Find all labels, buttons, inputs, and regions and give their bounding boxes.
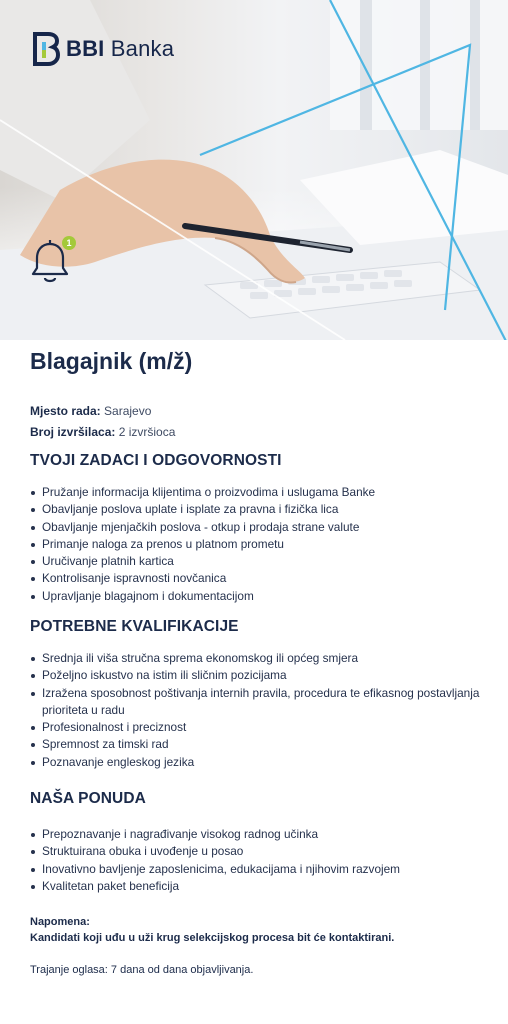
brand-name-rest: Banka [104,36,175,61]
list-item: Poznavanje engleskog jezika [30,754,490,771]
section-heading: NAŠA PONUDA [30,790,146,807]
executors-label: Broj izvršilaca: [30,425,116,439]
job-ad-content [30,348,490,976]
location-label: Mjesto rada: [30,404,101,418]
executors-line [30,422,490,443]
job-meta [30,401,490,443]
list-item: Izražena sposobnost poštivanja internih pravila, procedura te efikasnog postavljanja prioriteta u radu [30,685,490,720]
location-line [30,401,490,422]
executors-value: 2 izvršioca [115,425,176,439]
section-heading: POTREBNE KVALIFIKACIJE [30,618,239,635]
list-item: Profesionalnost i preciznost [30,719,490,736]
offer-list [30,826,400,895]
note-label: Napomena: [30,916,90,928]
list-item: Uručivanje platnih kartica [30,553,375,570]
list-item: Prepoznavanje i nagrađivanje visokog radnog učinka [30,826,400,843]
ad-duration: Trajanje oglasa: 7 dana od dana objavljivanja. [30,964,254,976]
note [30,914,394,946]
bbi-banka-logo [32,32,174,66]
brand-name [66,36,174,62]
brand-name-bold: BBI [66,36,105,61]
list-item: Obavljanje poslova uplate i isplate za pravna i fizička lica [30,501,375,518]
list-item: Obavljanje mjenjačkih poslova - otkup i prodaja strane valute [30,519,375,536]
list-item: Srednja ili viša stručna sprema ekonomskog ili općeg smjera [30,650,490,667]
list-item: Primanje naloga za prenos u platnom prometu [30,536,375,553]
responsibilities-list [30,484,375,605]
list-item: Struktuirana obuka i uvođenje u posao [30,843,400,860]
section-offer [30,790,400,895]
list-item: Kontrolisanje ispravnosti novčanica [30,570,375,587]
qualifications-list [30,650,490,771]
list-item: Inovativno bavljenje zaposlenicima, edukacijama i njihovim razvojem [30,861,400,878]
list-item: Pružanje informacija klijentima o proizvodima i uslugama Banke [30,484,375,501]
section-responsibilities [30,452,375,605]
job-title: Blagajnik (m/ž) [30,348,193,374]
bbi-logo-icon [32,32,60,66]
list-item: Kvalitetan paket beneficija [30,878,400,895]
section-qualifications [30,618,490,771]
location-value: Sarajevo [100,404,152,418]
hero-image [0,0,508,340]
note-text: Kandidati koji uđu u uži krug selekcijskog procesa bit će kontaktirani. [30,932,395,944]
list-item: Spremnost za timski rad [30,736,490,753]
list-item: Poželjno iskustvo na istim ili sličnim pozicijama [30,667,490,684]
section-heading: TVOJI ZADACI I ODGOVORNOSTI [30,452,282,469]
notification-badge: 1 [62,236,76,250]
list-item: Upravljanje blagajnom i dokumentacijom [30,588,375,605]
